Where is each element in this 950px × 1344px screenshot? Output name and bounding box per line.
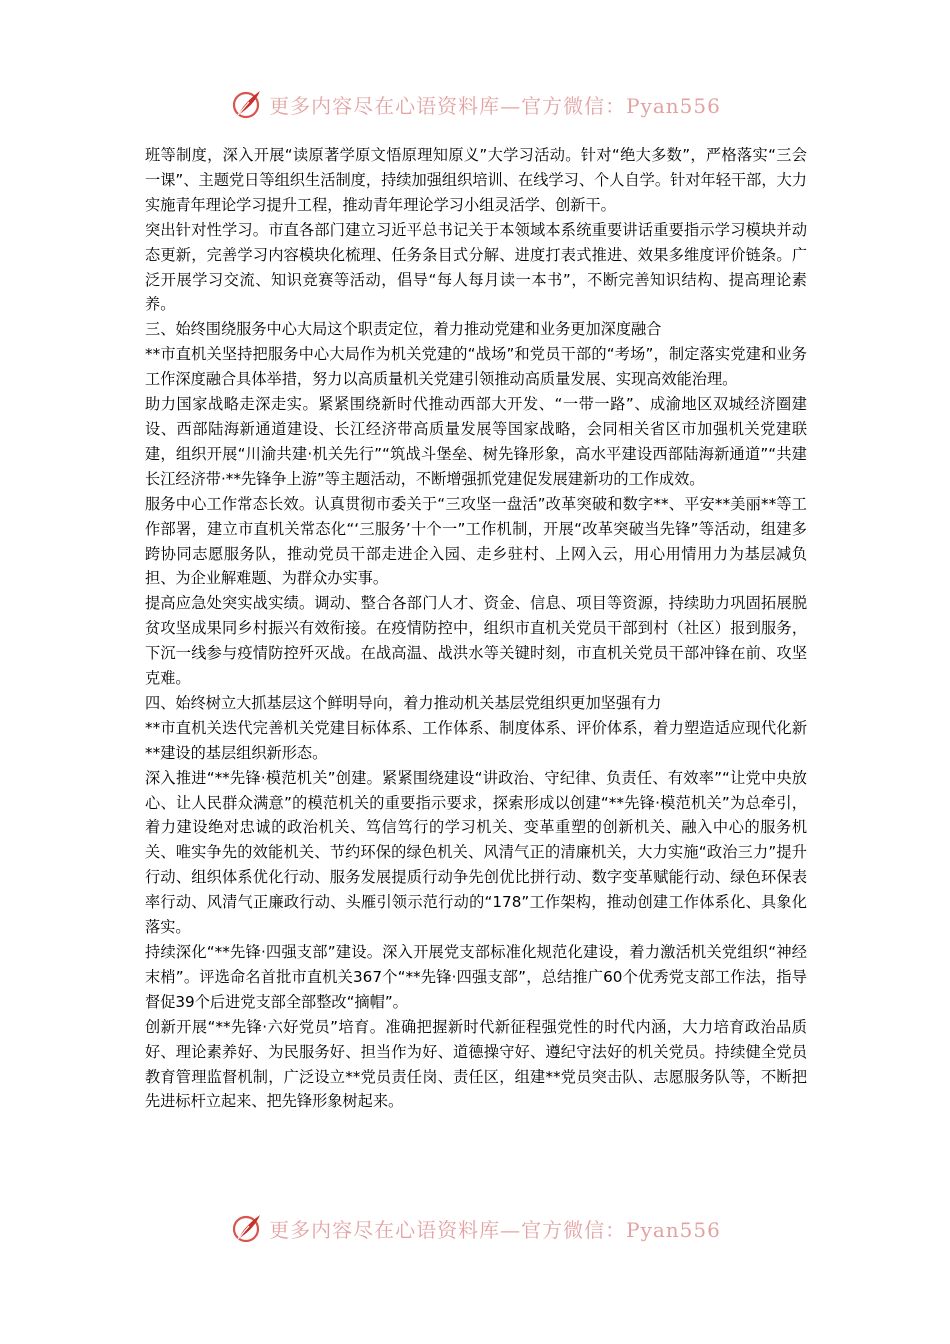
- paragraph: 持续深化“**先锋·四强支部”建设。深入开展党支部标准化规范化建设，着力激活机关党组织“神经末梢”。评选命名首批市直机关367个“**先锋·四强支部”，总结推广60个优秀党支部工作法，指导督促39个后进党支部全部整改“摘帽”。: [145, 943, 807, 1011]
- watermark-text: 更多内容尽在心语资料库—官方微信：Pyan556: [269, 93, 721, 118]
- quill-logo-icon: [229, 1210, 265, 1246]
- quill-logo-icon: [229, 86, 265, 122]
- paragraph: 深入推进“**先锋·模范机关”创建。紧紧围绕建设“讲政治、守纪律、负责任、有效率”“让党中央放心、让人民群众满意”的模范机关的重要指示要求，探索形成以创建“**先锋·模范机关”为总牵引，着力建设绝对忠诚的政治机关、笃信笃行的学习机关、变革重塑的创新机关、融入中心的服务机关、唯实争先的效能机关、节约环保的绿色机关、风清气正的清廉机关，大力实施“政治三力”提升行动、组织体系优化行动、服务发展提质行动争先创优比拼行动、数字变革赋能行动、绿色环保表率行动、风清气正廉政行动、头雁引领示范行动的“178”工作架构，推动创建工作体系化、具象化落实。: [145, 768, 807, 937]
- paragraph: **市直机关迭代完善机关党建目标体系、工作体系、制度体系、评价体系，着力塑造适应现代化新**建设的基层组织新形态。: [145, 718, 807, 762]
- paragraph: 提高应急处突实战实绩。调动、整合各部门人才、资金、信息、项目等资源，持续助力巩固拓展脱贫攻坚成果同乡村振兴有效衔接。在疫情防控中，组织市直机关党员干部到村（社区）报到服务，下沉一线参与疫情防控歼灭战。在战高温、战洪水等关键时刻，市直机关党员干部冲锋在前、攻坚克难。: [145, 594, 807, 688]
- paragraph: 服务中心工作常态长效。认真贯彻市委关于“三攻坚一盘活”改革突破和数字**、平安**美丽**等工作部署，建立市直机关常态化“‘三服务’十个一”工作机制，开展“改革突破当先锋”等活动，组建多跨协同志愿服务队，推动党员干部走进企入园、走乡驻村、上网入云，用心用情用力为基层减负担、为企业解难题、为群众办实事。: [145, 494, 807, 588]
- paragraph: 创新开展“**先锋·六好党员”培育。准确把握新时代新征程强党性的时代内涵，大力培育政治品质好、理论素养好、为民服务好、担当作为好、道德操守好、遵纪守法好的机关党员。持续健全党员教育管理监督机制，广泛设立**党员责任岗、责任区，组建**党员突击队、志愿服务队等，不断把先进标杆立起来、把先锋形象树起来。: [145, 1017, 807, 1111]
- footer-watermark: [0, 1208, 950, 1248]
- watermark-text: 更多内容尽在心语资料库—官方微信：Pyan556: [269, 1217, 721, 1242]
- paragraph: 助力国家战略走深走实。紧紧围绕新时代推动西部大开发、“一带一路”、成渝地区双城经济圈建设、西部陆海新通道建设、长江经济带高质量发展等国家战略，会同相关省区市加强机关党建联建，组织开展“川渝共建·机关先行”“筑战斗堡垒、树先锋形象，高水平建设西部陆海新通道”“共建长江经济带·**先锋争上游”等主题活动，不断增强抓党建促发展建新功的工作成效。: [145, 395, 807, 488]
- document-body: [145, 143, 807, 1114]
- section-heading: 四、始终树立大抓基层这个鲜明导向，着力推动机关基层党组织更加坚强有力: [145, 693, 662, 712]
- paragraph: **市直机关坚持把服务中心大局作为机关党建的“战场”和党员干部的“考场”，制定落实党建和业务工作深度融合具体举措，努力以高质量机关党建引领推动高质量发展、实现高效能治理。: [145, 345, 807, 389]
- section-heading: 三、始终围绕服务中心大局这个职责定位，着力推动党建和业务更加深度融合: [145, 320, 662, 339]
- header-watermark: [0, 84, 950, 124]
- paragraph: 班等制度，深入开展“读原著学原文悟原理知原义”大学习活动。针对“绝大多数”，严格落实“三会一课”、主题党日等组织生活制度，持续加强组织培训、在线学习、个人自学。针对年轻干部，大力实施青年理论学习提升工程，推动青年理论学习小组灵活学、创新干。: [145, 146, 807, 214]
- paragraph: 突出针对性学习。市直各部门建立习近平总书记关于本领域本系统重要讲话重要指示学习模块并动态更新，完善学习内容模块化梳理、任务条目式分解、进度打表式推进、效果多维度评价链条。广泛开展学习交流、知识竞赛等活动，倡导“每人每月读一本书”，不断完善知识结构、提高理论素养。: [145, 220, 807, 314]
